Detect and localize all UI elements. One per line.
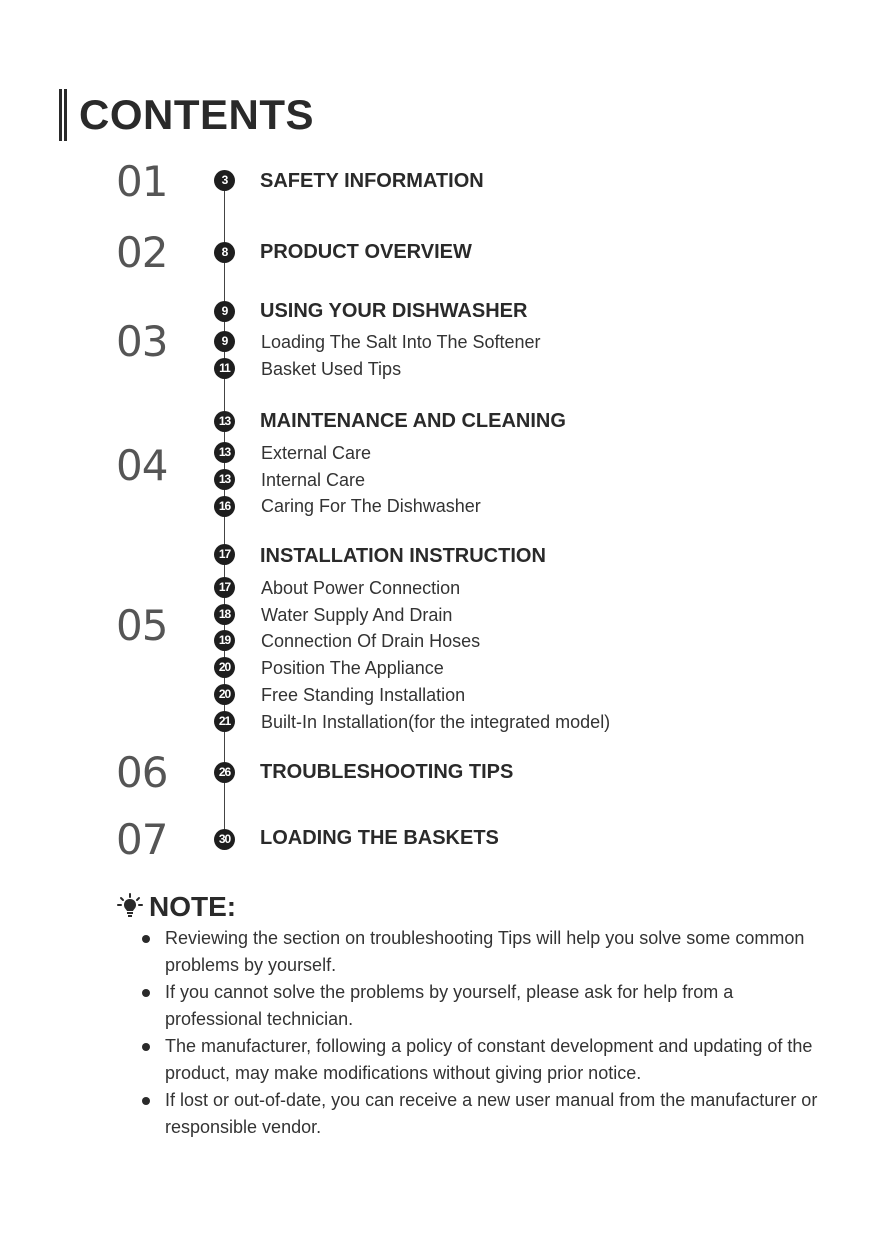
page-badge: 9: [214, 331, 235, 352]
note-item-text: If you cannot solve the problems by yourself, please ask for help from a professional technician.: [165, 982, 734, 1029]
title-accent-bar: [59, 89, 62, 141]
note-list: [140, 925, 830, 1141]
title-accent-bar: [64, 89, 67, 141]
page-badge: 17: [214, 577, 235, 598]
toc-heading-link[interactable]: TROUBLESHOOTING TIPS: [260, 761, 514, 783]
chapter-number: 01: [116, 157, 168, 206]
note-item-text: The manufacturer, following a policy of constant development and updating of the product, may make modifications without giving prior notice.: [165, 1036, 813, 1083]
toc-subitem-link[interactable]: Built-In Installation(for the integrated model): [261, 712, 611, 732]
chapter-number: 06: [116, 748, 168, 797]
toc-heading-link[interactable]: LOADING THE BASKETS: [260, 827, 499, 849]
note-item: [140, 1033, 830, 1087]
page-badge: 3: [214, 170, 235, 191]
page-badge: 19: [214, 630, 235, 651]
toc-heading-link[interactable]: SAFETY INFORMATION: [260, 170, 484, 192]
page-badge: 20: [214, 684, 235, 705]
page-badge: 9: [214, 301, 235, 322]
page-badge: 8: [214, 242, 235, 263]
page-badge: 30: [214, 829, 235, 850]
toc-subitem-link[interactable]: Loading The Salt Into The Softener: [261, 332, 541, 352]
chapter-number: 03: [116, 317, 168, 366]
page-badge: 20: [214, 657, 235, 678]
toc-subitem-link[interactable]: Basket Used Tips: [261, 359, 402, 379]
toc-subitem-link[interactable]: Internal Care: [261, 470, 366, 490]
toc-heading-link[interactable]: PRODUCT OVERVIEW: [260, 241, 472, 263]
note-item: [140, 925, 830, 979]
note-item-text: If lost or out-of-date, you can receive a new user manual from the manufacturer or responsible vendor.: [165, 1090, 818, 1137]
toc-subitem-link[interactable]: Caring For The Dishwasher: [261, 496, 481, 516]
bullet-icon: [142, 935, 150, 943]
page-badge: 17: [214, 544, 235, 565]
toc-heading-link[interactable]: INSTALLATION INSTRUCTION: [260, 545, 546, 567]
page-badge: 26: [214, 762, 235, 783]
toc-subitem-link[interactable]: Connection Of Drain Hoses: [261, 631, 481, 651]
toc-subitem-link[interactable]: About Power Connection: [261, 578, 461, 598]
toc-heading-link[interactable]: USING YOUR DISHWASHER: [260, 300, 528, 322]
lightbulb-icon: [117, 893, 143, 919]
page-badge: 18: [214, 604, 235, 625]
bullet-icon: [142, 1097, 150, 1105]
page-badge: 16: [214, 496, 235, 517]
page-badge: 21: [214, 711, 235, 732]
note-item: [140, 979, 830, 1033]
chapter-number: 02: [116, 228, 168, 277]
chapter-number: 07: [116, 815, 168, 864]
page-title: CONTENTS: [79, 91, 314, 138]
toc-subitem-link[interactable]: Free Standing Installation: [261, 685, 466, 705]
note-item: [140, 1087, 830, 1141]
chapter-number: 05: [116, 601, 168, 650]
chapter-number: 04: [116, 441, 168, 490]
page-badge: 11: [214, 358, 235, 379]
page-badge: 13: [214, 442, 235, 463]
toc-subitem-link[interactable]: Position The Appliance: [261, 658, 444, 678]
note-title: NOTE:: [149, 891, 237, 922]
bullet-icon: [142, 989, 150, 997]
toc-subitem-link[interactable]: External Care: [261, 443, 372, 463]
bullet-icon: [142, 1043, 150, 1051]
page-badge: 13: [214, 411, 235, 432]
page-badge: 13: [214, 469, 235, 490]
toc-subitem-link[interactable]: Water Supply And Drain: [261, 605, 453, 625]
toc-heading-link[interactable]: MAINTENANCE AND CLEANING: [260, 410, 566, 432]
note-item-text: Reviewing the section on troubleshooting Tips will help you solve some common problems by yourself.: [165, 928, 805, 975]
